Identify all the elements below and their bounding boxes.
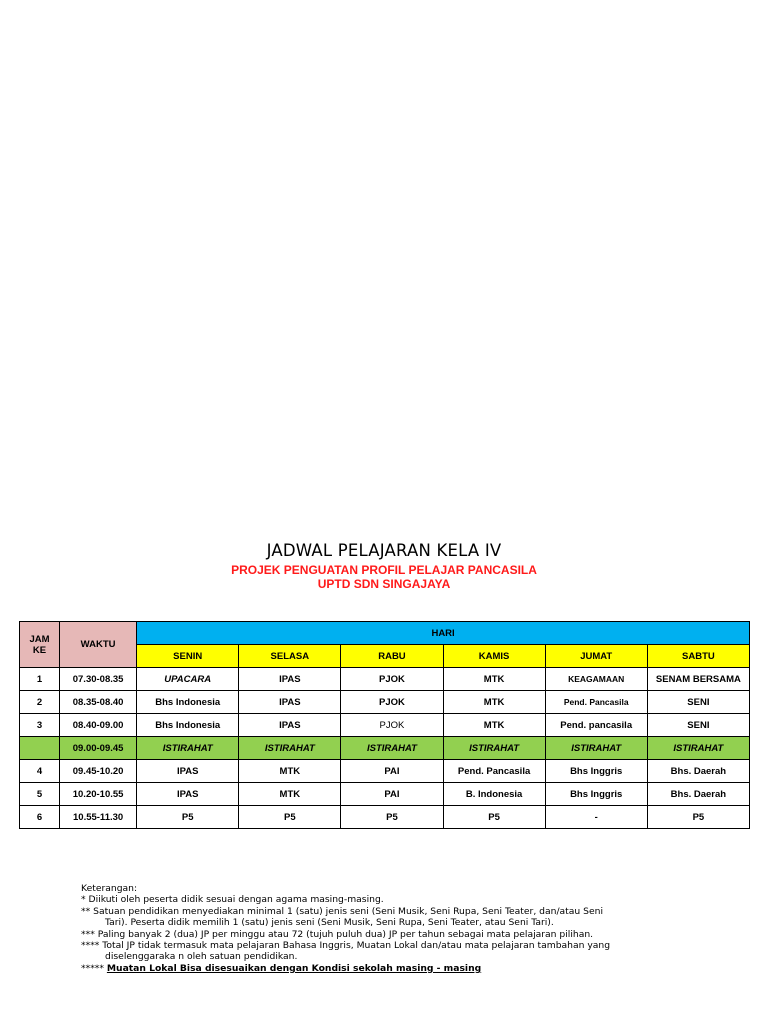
table-row	[20, 714, 750, 737]
schedule-table	[19, 621, 750, 829]
subject-cell: PAI	[341, 783, 443, 806]
break-cell: ISTIRAHAT	[239, 737, 341, 760]
subject-cell: UPACARA	[137, 668, 239, 691]
subject-cell: P5	[137, 806, 239, 829]
subject-cell: Bhs. Daerah	[647, 760, 749, 783]
table-row	[20, 806, 750, 829]
waktu-header: WAKTU	[60, 622, 137, 668]
subject-cell: IPAS	[239, 714, 341, 737]
day-selasa: SELASA	[239, 645, 341, 668]
subject-cell: Pend. pancasila	[545, 714, 647, 737]
notes-section	[81, 883, 721, 974]
jam-cell: 4	[20, 760, 60, 783]
subject-cell: PAI	[341, 760, 443, 783]
subject-cell: SENI	[647, 691, 749, 714]
subject-cell: Bhs Indonesia	[137, 691, 239, 714]
table-row	[20, 668, 750, 691]
note-5-text: Muatan Lokal Bisa disesuaikan dengan Kondisi sekolah masing - masing	[106, 962, 482, 974]
note-2-line-2: Tari). Peserta didik memilih 1 (satu) jenis seni (Seni Musik, Seni Rupa, Seni Teater, atau Seni Tari).	[105, 917, 554, 929]
subject-cell: MTK	[443, 668, 545, 691]
subject-cell: Bhs Indonesia	[137, 714, 239, 737]
jam-cell: 5	[20, 783, 60, 806]
subject-cell: Bhs Inggris	[545, 783, 647, 806]
break-cell: ISTIRAHAT	[647, 737, 749, 760]
subject-cell: IPAS	[239, 691, 341, 714]
subject-cell: SENI	[647, 714, 749, 737]
subtitle-project: PROJEK PENGUATAN PROFIL PELAJAR PANCASILA	[231, 563, 537, 577]
subject-cell: MTK	[443, 691, 545, 714]
note-5-prefix: *****	[81, 962, 104, 974]
jam-cell: 6	[20, 806, 60, 829]
waktu-cell: 10.55-11.30	[60, 806, 137, 829]
subtitle-school: UPTD SDN SINGAJAYA	[317, 577, 451, 591]
subject-cell: P5	[443, 806, 545, 829]
subject-cell: Bhs. Daerah	[647, 783, 749, 806]
break-cell: ISTIRAHAT	[443, 737, 545, 760]
waktu-cell: 08.40-09.00	[60, 714, 137, 737]
subject-cell: P5	[239, 806, 341, 829]
subject-cell: B. Indonesia	[443, 783, 545, 806]
subject-cell: PJOK	[341, 691, 443, 714]
waktu-cell: 09.00-09.45	[60, 737, 137, 760]
table-row	[20, 783, 750, 806]
note-2-line-1: ** Satuan pendidikan menyediakan minimal 1 (satu) jenis seni (Seni Musik, Seni Rupa, Seni Teater, dan/atau Seni	[81, 905, 604, 917]
note-1: * Diikuti oleh peserta didik sesuai dengan agama masing-masing.	[81, 894, 384, 906]
jam-cell	[20, 737, 60, 760]
waktu-cell: 08.35-08.40	[60, 691, 137, 714]
jam-cell: 1	[20, 668, 60, 691]
waktu-cell: 09.45-10.20	[60, 760, 137, 783]
subject-cell: Pend. Pancasila	[443, 760, 545, 783]
waktu-cell: 10.20-10.55	[60, 783, 137, 806]
subject-cell: MTK	[239, 783, 341, 806]
note-3: *** Paling banyak 2 (dua) JP per minggu atau 72 (tujuh puluh dua) JP per tahun sebagai mata pelajaran pilihan.	[81, 928, 594, 940]
subject-cell: MTK	[239, 760, 341, 783]
note-4-line-2: diselenggaraka n oleh satuan pendidikan.	[105, 951, 298, 963]
subject-cell: SENAM BERSAMA	[647, 668, 749, 691]
subject-cell: KEAGAMAAN	[545, 668, 647, 691]
table-row	[20, 760, 750, 783]
jam-cell: 3	[20, 714, 60, 737]
break-row	[20, 737, 750, 760]
jam-ke-header: JAM KE	[20, 622, 60, 668]
day-jumat: JUMAT	[545, 645, 647, 668]
break-cell: ISTIRAHAT	[341, 737, 443, 760]
break-cell: ISTIRAHAT	[545, 737, 647, 760]
break-cell: ISTIRAHAT	[137, 737, 239, 760]
day-kamis: KAMIS	[443, 645, 545, 668]
subject-cell: P5	[341, 806, 443, 829]
table-header-row	[20, 622, 750, 645]
jam-cell: 2	[20, 691, 60, 714]
subject-cell: PJOK	[341, 714, 443, 737]
subject-cell: -	[545, 806, 647, 829]
notes-heading: Keterangan:	[81, 883, 138, 894]
hari-header: HARI	[137, 622, 750, 645]
subject-cell: IPAS	[137, 783, 239, 806]
day-senin: SENIN	[137, 645, 239, 668]
subject-cell: PJOK	[341, 668, 443, 691]
subject-cell: MTK	[443, 714, 545, 737]
subject-cell: Pend. Pancasila	[545, 691, 647, 714]
waktu-cell: 07.30-08.35	[60, 668, 137, 691]
table-row	[20, 691, 750, 714]
note-5	[81, 963, 721, 974]
note-4-line-1: **** Total JP tidak termasuk mata pelajaran Bahasa Inggris, Muatan Lokal dan/atau mata pelajaran tambahan yang	[81, 940, 611, 952]
subject-cell: IPAS	[137, 760, 239, 783]
page-title: JADWAL PELAJARAN KELA IV	[266, 541, 502, 560]
day-sabtu: SABTU	[647, 645, 749, 668]
day-rabu: RABU	[341, 645, 443, 668]
subject-cell: IPAS	[239, 668, 341, 691]
subject-cell: P5	[647, 806, 749, 829]
subject-cell: Bhs Inggris	[545, 760, 647, 783]
